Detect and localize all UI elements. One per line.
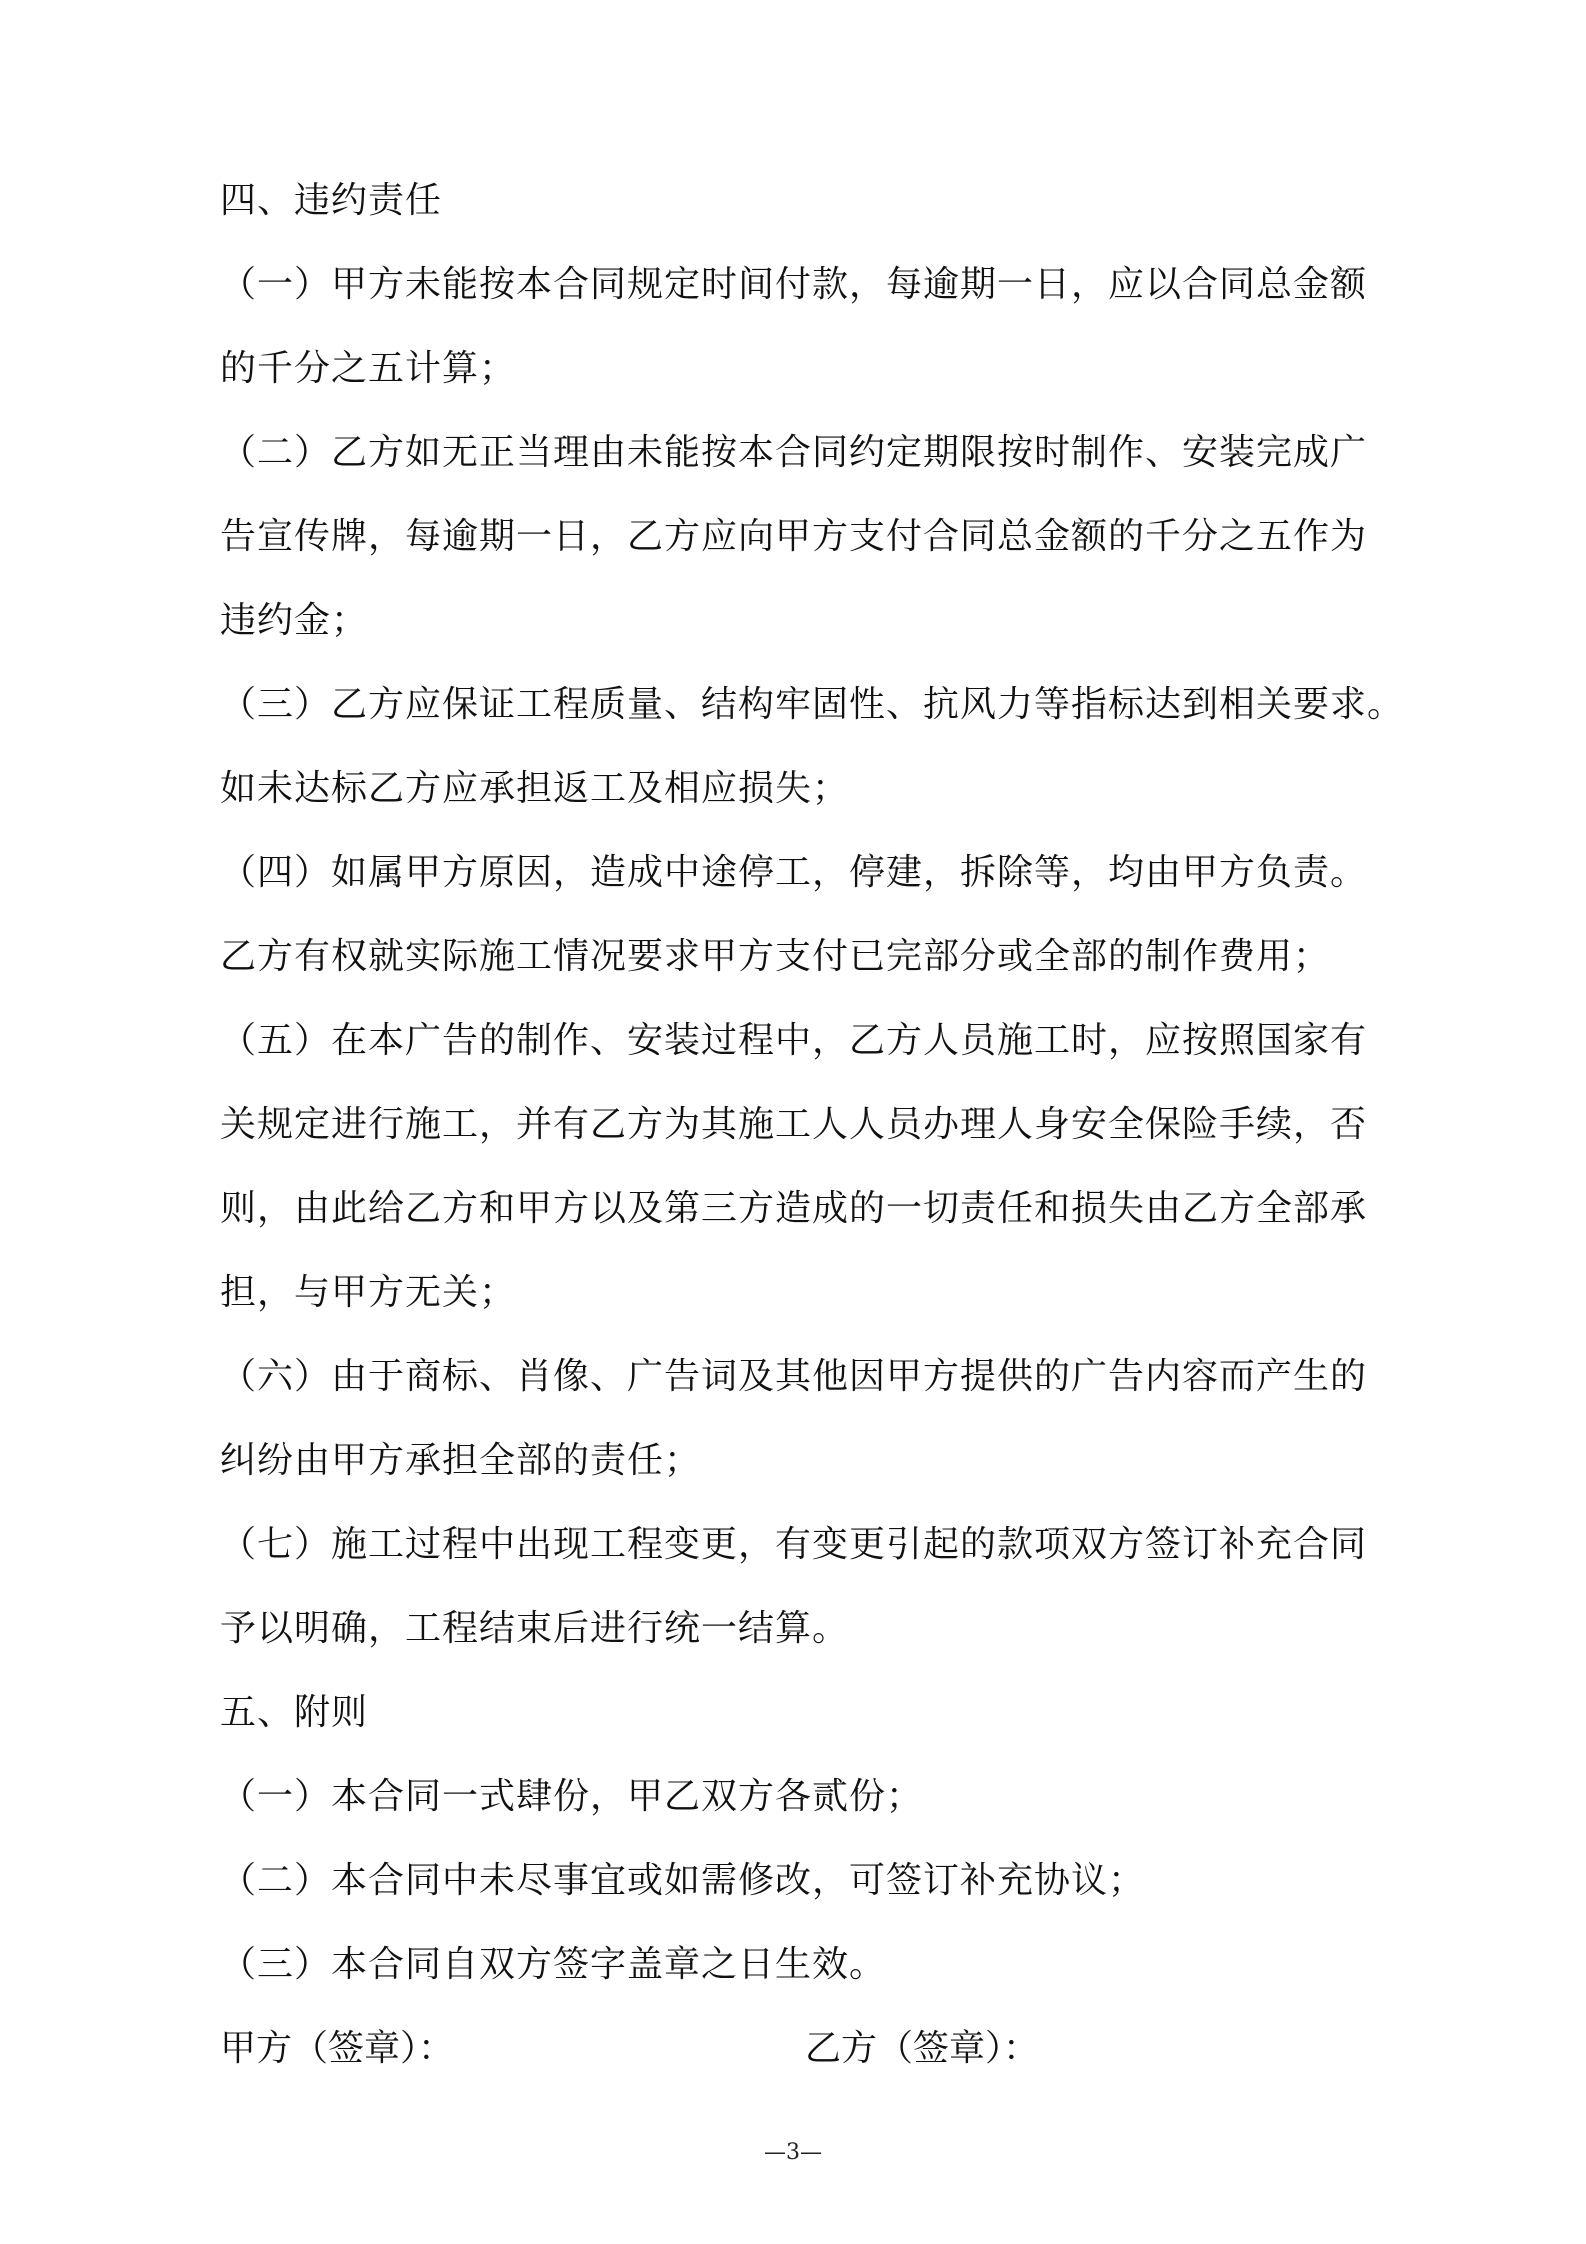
paragraph-line: （二）本合同中未尽事宜或如需修改，可签订补充协议； xyxy=(220,1860,1146,1901)
paragraph-line: （四）如属甲方原因，造成中途停工，停建，拆除等，均由甲方负责。 xyxy=(220,852,1368,893)
section-heading-liability: 四、违约责任 xyxy=(220,180,443,221)
paragraph-line: 关规定进行施工，并有乙方为其施工人人员办理人身安全保险手续，否 xyxy=(220,1104,1368,1145)
paragraph-line: （二）乙方如无正当理由未能按本合同约定期限按时制作、安装完成广 xyxy=(220,432,1368,473)
paragraph-line: （三）乙方应保证工程质量、结构牢固性、抗风力等指标达到相关要求。 xyxy=(220,684,1405,725)
paragraph-line: 担，与甲方无关； xyxy=(220,1272,517,1313)
page-number: —3— xyxy=(764,2140,822,2165)
party-a-signature-label: 甲方（签章）： xyxy=(220,2028,455,2069)
paragraph-line: （一）甲方未能按本合同规定时间付款，每逾期一日，应以合同总金额 xyxy=(220,264,1368,305)
paragraph-line: 则，由此给乙方和甲方以及第三方造成的一切责任和损失由乙方全部承 xyxy=(220,1188,1368,1229)
paragraph-line: 告宣传牌，每逾期一日，乙方应向甲方支付合同总金额的千分之五作为 xyxy=(220,516,1368,557)
paragraph-line: （五）在本广告的制作、安装过程中，乙方人员施工时，应按照国家有 xyxy=(220,1020,1368,1061)
contract-body xyxy=(220,163,1405,2095)
paragraph-line: 违约金； xyxy=(220,600,369,641)
section-heading-appendix: 五、附则 xyxy=(220,1692,369,1733)
paragraph-line: 乙方有权就实际施工情况要求甲方支付已完部分或全部的制作费用； xyxy=(220,936,1331,977)
paragraph-line: 如未达标乙方应承担返工及相应损失； xyxy=(220,768,850,809)
paragraph-line: （七）施工过程中出现工程变更，有变更引起的款项双方签订补充合同 xyxy=(220,1524,1368,1565)
paragraph-line: （三）本合同自双方签字盖章之日生效。 xyxy=(220,1944,887,1985)
paragraph-line: （六）由于商标、肖像、广告词及其他因甲方提供的广告内容而产生的 xyxy=(220,1356,1368,1397)
paragraph-line: （一）本合同一式肆份，甲乙双方各贰份； xyxy=(220,1776,924,1817)
paragraph-line: 的千分之五计算； xyxy=(220,348,517,389)
party-b-signature-label: 乙方（签章）： xyxy=(805,2028,1040,2069)
paragraph-line: 纠纷由甲方承担全部的责任； xyxy=(220,1440,702,1481)
signature-row xyxy=(220,2011,1380,2095)
paragraph-line: 予以明确，工程结束后进行统一结算。 xyxy=(220,1608,850,1649)
